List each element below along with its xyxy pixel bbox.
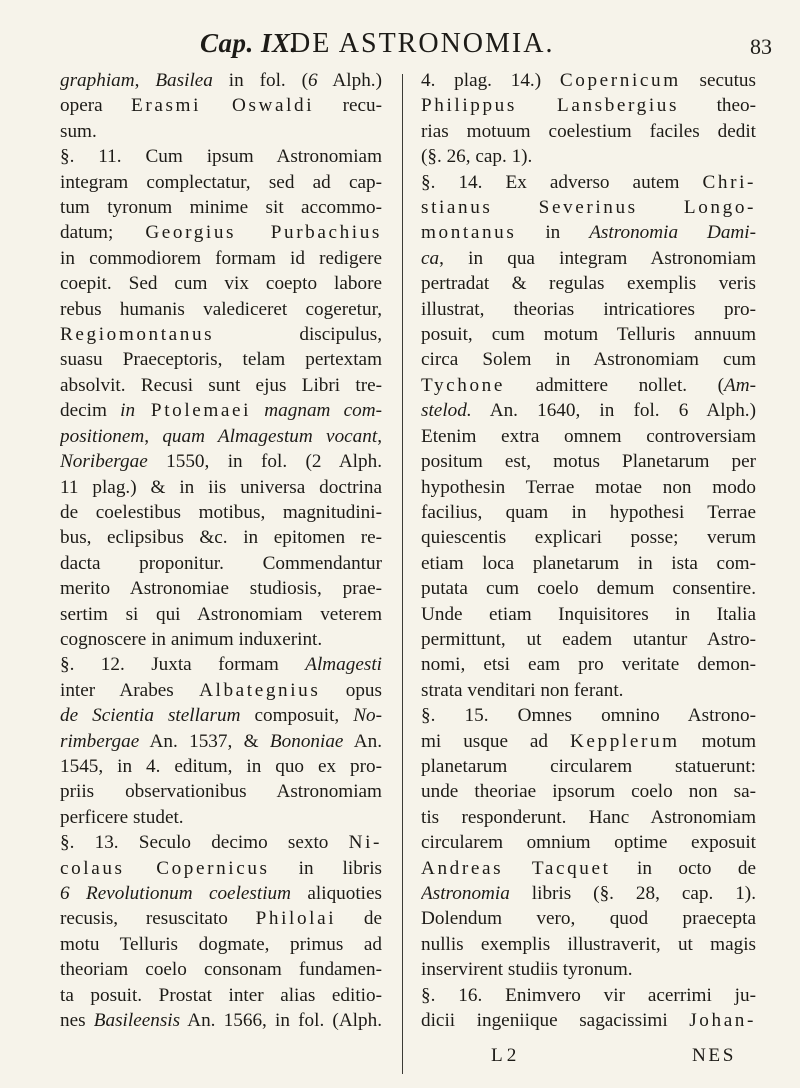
text-run: in (516, 222, 590, 244)
text-run: suasu Praeceptoris, telam pertextam (60, 349, 382, 371)
text-run: Etenim extra omnem controversiam (421, 425, 756, 447)
right-column-line (421, 68, 756, 93)
text-run: An. (343, 730, 382, 752)
text-run: inter Arabes (60, 679, 200, 701)
spaced-name: Kepplerum (569, 730, 680, 752)
text-run: positum est, motus Planetarum per (421, 451, 756, 473)
left-column-line (60, 449, 382, 474)
italic-text: rimbergae (60, 730, 140, 752)
text-run: §. 11. Cum ipsum Astronomiam (60, 146, 382, 168)
right-column-line (421, 449, 756, 474)
left-column-line (60, 779, 382, 804)
left-column-line (60, 246, 382, 271)
left-column-line (60, 830, 382, 855)
left-column-line (60, 932, 382, 957)
text-run: hypothesin Terrae motae non modo (421, 476, 756, 498)
text-run: theoriam coelo consonam fundamen- (60, 959, 382, 981)
text-run: discipulus, (214, 324, 382, 346)
left-column-line (60, 195, 382, 220)
right-column-line (421, 602, 756, 627)
text-run: secutus (680, 70, 756, 91)
text-run: circa Solem in Astronomiam cum (421, 349, 756, 371)
text-run: in commodiorem formam id redigere (60, 247, 382, 269)
text-run: rias motuum coelestium faciles dedit (421, 120, 756, 142)
text-run: §. 16. Enimvero vir acerrimi ju- (421, 984, 756, 1006)
left-column-line (60, 297, 382, 322)
text-run: illustrat, theorias intricatiores pro- (421, 298, 756, 320)
spaced-name: montanus (421, 222, 517, 244)
left-column-line (60, 551, 382, 576)
right-column-line (421, 170, 756, 195)
text-run: planetarum circularem statuerunt: (421, 755, 756, 777)
text-run: Alph.) (317, 70, 382, 91)
right-column-line (421, 652, 756, 677)
text-run: sum. (60, 120, 97, 142)
left-column-line (60, 754, 382, 779)
spaced-name: Copernicum (559, 70, 681, 91)
right-column-line (421, 271, 756, 296)
spaced-name: Albategnius (199, 679, 321, 701)
italic-text: de Scientia stellarum (60, 705, 241, 727)
text-run: (§. 26, cap. 1). (421, 146, 533, 168)
text-run: datum; (60, 222, 146, 244)
right-column-line (421, 779, 756, 804)
text-run: pertradat & regulas exemplis veris (421, 273, 756, 295)
text-run: in fol. ( (212, 70, 308, 91)
left-column-line (60, 424, 382, 449)
right-column-line (421, 551, 756, 576)
italic-text: Am- (724, 374, 756, 396)
spaced-name: Andreas Tacquet (421, 857, 611, 879)
italic-text: Astronomia (421, 883, 510, 904)
left-column-line (60, 347, 382, 372)
text-run: nes (60, 1010, 94, 1032)
footer-line (421, 1043, 756, 1068)
left-column-line (60, 906, 382, 931)
italic-text: stelod. (421, 400, 472, 422)
text-run: 11 plag.) & in iis universa doctrina (60, 476, 382, 498)
right-column-line (421, 475, 756, 500)
text-run: nomi, etsi eam pro veritate demon- (421, 654, 756, 676)
left-column-line (60, 652, 382, 677)
text-run: de coelestibus motibus, magnitudini- (60, 501, 382, 523)
left-column-line (60, 627, 382, 652)
italic-text: Basilea (155, 70, 213, 91)
right-column-line (421, 195, 756, 220)
left-column-line (60, 271, 382, 296)
right-column-line (421, 729, 756, 754)
left-column-line (60, 678, 382, 703)
right-column (421, 68, 756, 1033)
text-run: facilius, quam in hypothesi Terrae (421, 501, 756, 523)
text-run: , (134, 70, 156, 91)
text-run: in libris (269, 857, 382, 879)
text-run: recusis, resuscitato (60, 908, 256, 930)
spaced-name: Johan- (689, 1010, 756, 1032)
text-run: etiam loca planetarum in ista com- (421, 552, 756, 574)
right-column-line (421, 525, 756, 550)
text-run: merito Astronomiae studiosis, prae- (60, 578, 382, 600)
signature-mark: L 2 (491, 1045, 517, 1066)
spaced-name: Regiomontanus (60, 324, 215, 346)
text-run: inservirent studiis tyronum. (421, 959, 633, 981)
italic-text: Almagesti (305, 654, 382, 676)
left-column-line (60, 881, 382, 906)
left-column-line (60, 475, 382, 500)
right-column-line (421, 906, 756, 931)
left-column-line (60, 983, 382, 1008)
text-run: nullis exemplis illustraverit, ut magis (421, 933, 756, 955)
left-column-line (60, 957, 382, 982)
left-column-line (60, 805, 382, 830)
spaced-name: Philolai (255, 908, 337, 930)
italic-text: magnam com- (251, 400, 382, 422)
text-run: ta posuit. Prostat inter alias editio- (60, 984, 382, 1006)
left-column (60, 68, 382, 1033)
footer-signatures (421, 1043, 756, 1068)
running-title: DE ASTRONOMIA. (290, 28, 555, 59)
italic-text: Revolutionum coelestium (69, 883, 291, 904)
right-column-line (421, 856, 756, 881)
right-column-line (421, 703, 756, 728)
italic-text: 6 (60, 883, 70, 904)
spaced-name: colaus Copernicus (60, 857, 270, 879)
right-column-line (421, 830, 756, 855)
right-column-line (421, 500, 756, 525)
text-run: , (144, 425, 163, 447)
right-column-line (421, 576, 756, 601)
right-column-line (421, 246, 756, 271)
right-column-line (421, 932, 756, 957)
text-run: recu- (314, 95, 382, 117)
left-column-line (60, 170, 382, 195)
text-run: posuit, cum motum Telluris annuum (421, 324, 756, 346)
text-run: motum (679, 730, 756, 752)
left-column-line (60, 856, 382, 881)
text-run: tis responderunt. Hanc Astronomiam (421, 806, 756, 828)
text-run: An. 1537, & (139, 730, 270, 752)
right-column-line (421, 398, 756, 423)
running-head (200, 20, 780, 64)
text-run: opera (60, 95, 132, 117)
text-run: theo- (679, 95, 756, 117)
text-run: aliquoties (291, 883, 382, 904)
right-column-line (421, 957, 756, 982)
chapter-label: Cap. IX. (200, 28, 298, 58)
text-run: sertim si qui Astronomiam veterem (60, 603, 382, 625)
left-column-line (60, 93, 382, 118)
left-column-line (60, 703, 382, 728)
text-run: , (377, 425, 382, 447)
right-column-line (421, 373, 756, 398)
left-column-line (60, 1008, 382, 1033)
left-column-line (60, 576, 382, 601)
spaced-name: Georgius Purbachius (145, 222, 382, 244)
left-column-line (60, 525, 382, 550)
text-run: de (336, 908, 382, 930)
right-column-line (421, 754, 756, 779)
italic-text: Bononiae (269, 730, 344, 752)
right-column-line (421, 805, 756, 830)
text-run: , in qua integram Astronomiam (439, 247, 756, 269)
spaced-name: Ni- (348, 832, 382, 854)
spaced-name: Chri- (702, 171, 756, 193)
right-column-line (421, 678, 756, 703)
text-run: 1550, in fol. (2 Alph. (147, 451, 382, 473)
right-column-line (421, 220, 756, 245)
spaced-name: Tychone (421, 374, 505, 396)
right-column-line (421, 627, 756, 652)
text-run: coepit. Sed cum vix coepto labore (60, 273, 382, 295)
text-run: §. 13. Seculo decimo sexto (60, 832, 349, 854)
text-run: dacta proponitur. Commendantur (60, 552, 382, 574)
text-run: admittere nollet. ( (505, 374, 725, 396)
italic-text: quam Almagestum vocant (162, 425, 378, 447)
text-run: in octo de (610, 857, 756, 879)
right-column-line (421, 424, 756, 449)
italic-text: ca (421, 247, 440, 269)
text-run: composuit, (240, 705, 354, 727)
text-run: 4. plag. 14.) (421, 70, 560, 91)
text-run: strata venditari non ferant. (421, 679, 624, 701)
italic-text: 6 (308, 70, 318, 91)
right-column-line (421, 322, 756, 347)
right-column-line (421, 119, 756, 144)
right-column-line (421, 983, 756, 1008)
left-column-line (60, 500, 382, 525)
spaced-name: Ptolemaei (135, 400, 252, 422)
text-run: 1545, in 4. editum, in quo ex pro- (60, 755, 382, 777)
text-run: quiescentis explicari posse; verum (421, 527, 756, 549)
left-column-line (60, 220, 382, 245)
catchword: NES (691, 1045, 736, 1066)
left-column-line (60, 729, 382, 754)
text-run: tum tyronum minime sit accommo- (60, 197, 382, 219)
text-run: An. 1640, in fol. 6 Alph.) (471, 400, 756, 422)
text-run: §. 12. Juxta formam (60, 654, 306, 676)
spaced-name: Philippus Lansbergius (421, 95, 680, 117)
italic-text: in (120, 400, 136, 422)
page-number: 83 (750, 34, 772, 59)
right-column-line (421, 881, 756, 906)
italic-text: Basileensis (93, 1010, 181, 1032)
spaced-name: Erasmi Oswaldi (131, 95, 315, 117)
left-column-line (60, 398, 382, 423)
column-rule (402, 74, 403, 1074)
italic-text: Noribergae (60, 451, 148, 473)
text-run: unde theoriae ipsorum coelo non sa- (421, 781, 756, 803)
text-run: circularem omnium optime exposuit (421, 832, 756, 854)
left-column-line (60, 68, 382, 93)
text-run: integram complectatur, sed ad cap- (60, 171, 382, 193)
text-run: priis observationibus Astronomiam (60, 781, 382, 803)
italic-text: graphiam (60, 70, 135, 91)
text-run: absolvit. Recusi sunt ejus Libri tre- (60, 374, 382, 396)
right-column-line (421, 144, 756, 169)
text-run: mi usque ad (421, 730, 570, 752)
right-column-line (421, 93, 756, 118)
text-run: cognoscere in animum induxerint. (60, 628, 323, 650)
right-column-line (421, 1008, 756, 1033)
text-run: An. 1566, in fol. (Alph. (180, 1010, 382, 1032)
right-column-line (421, 297, 756, 322)
spaced-name: stianus Severinus Longo- (421, 197, 756, 219)
text-run: bus, eclipsibus &c. in epitomen re- (60, 527, 382, 549)
italic-text: No- (353, 705, 382, 727)
left-column-line (60, 144, 382, 169)
italic-text: Astronomia Dami- (589, 222, 756, 244)
text-run: §. 14. Ex adverso autem (421, 171, 703, 193)
text-run: opus (320, 679, 382, 701)
italic-text: positionem (60, 425, 145, 447)
right-column-line (421, 347, 756, 372)
text-run: dicii ingeniique sagacissimi (421, 1010, 690, 1032)
left-column-line (60, 373, 382, 398)
text-run: decim (60, 400, 121, 422)
text-run: rebus humanis valediceret cogeretur, (60, 298, 382, 320)
left-column-line (60, 322, 382, 347)
text-run: libris (§. 28, cap. 1). (509, 883, 756, 904)
text-run: perficere studet. (60, 806, 184, 828)
left-column-line (60, 119, 382, 144)
text-run: putata cum coelo demum consentire. (421, 578, 756, 600)
text-run: Dolendum vero, quod praecepta (421, 908, 756, 930)
text-run: Unde etiam Inquisitores in Italia (421, 603, 756, 625)
left-column-line (60, 602, 382, 627)
text-run: §. 15. Omnes omnino Astrono- (421, 705, 756, 727)
text-run: motu Telluris dogmate, primus ad (60, 933, 382, 955)
text-run: permittunt, ut eadem utantur Astro- (421, 628, 756, 650)
